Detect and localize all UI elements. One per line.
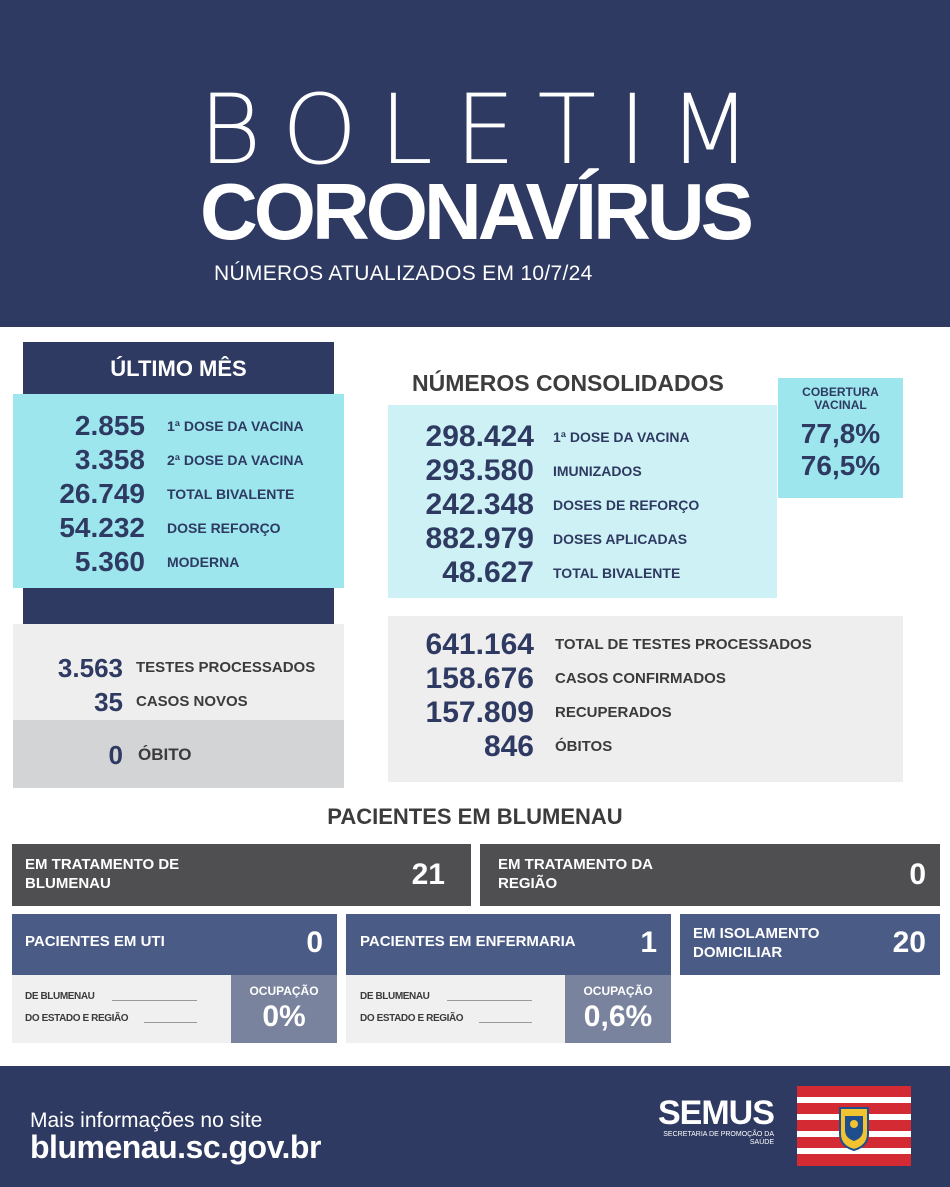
ultimo-mes-title: ÚLTIMO MÊS	[110, 356, 247, 381]
divider	[479, 1022, 532, 1023]
divider	[112, 1000, 197, 1001]
stat-value: 48.627	[442, 556, 534, 589]
stat-label: TESTES PROCESSADOS	[136, 659, 316, 676]
stat-value: 3.358	[74, 444, 145, 475]
cobertura-value: 77,8%	[800, 418, 881, 449]
stat-label: ÓBITOS	[555, 738, 613, 755]
consolidados-row	[388, 420, 777, 454]
footer-info-text: Mais informações no site	[30, 1109, 263, 1132]
tratamento-blumenau-box	[12, 844, 471, 906]
stat-value: 5.360	[74, 546, 145, 577]
updated-date: NÚMEROS ATUALIZADOS EM 10/7/24	[214, 262, 593, 285]
ultimo-mes-row	[13, 443, 344, 477]
enfermaria-box	[346, 914, 671, 975]
ultimo-mes-obito-row	[13, 738, 344, 772]
consolidados-row	[388, 522, 777, 556]
box-label: EM TRATAMENTO DA REGIÃO	[498, 856, 653, 892]
sub-label: DO ESTADO E REGIÃO	[360, 1013, 464, 1024]
uti-sub-panel	[12, 975, 231, 1043]
divider	[447, 1000, 532, 1001]
enfermaria-ocupacao-box	[565, 975, 671, 1043]
stat-label: CASOS NOVOS	[136, 693, 248, 710]
consolidados-case-row	[388, 662, 903, 696]
consolidados-row	[388, 454, 777, 488]
stat-value: 293.580	[425, 454, 534, 487]
box-label: EM TRATAMENTO DE BLUMENAU	[25, 856, 180, 892]
ultimo-mes-test-row	[13, 651, 344, 685]
blumenau-flag-icon	[797, 1086, 911, 1166]
stat-label: ÓBITO	[138, 745, 192, 764]
stat-value: 3.563	[57, 653, 123, 683]
stat-label: 1ª DOSE DA VACINA	[553, 429, 690, 445]
title-coronavirus: CORONAVÍRUS	[199, 167, 751, 256]
occ-value: 0,6%	[583, 1000, 653, 1033]
occ-label: OCUPAÇÃO	[249, 984, 319, 998]
consolidados-title: NÚMEROS CONSOLIDADOS	[412, 370, 724, 396]
box-label: PACIENTES EM UTI	[25, 933, 165, 950]
stat-label: CASOS CONFIRMADOS	[555, 670, 726, 687]
sub-label: DE BLUMENAU	[25, 991, 95, 1002]
box-value: 0	[306, 926, 323, 959]
semus-logo-text: SEMUS	[658, 1094, 774, 1132]
uti-box	[12, 914, 337, 975]
consolidados-row	[388, 556, 777, 590]
ultimo-mes-footer-bar	[23, 588, 334, 624]
tratamento-regiao-box	[480, 844, 940, 906]
consolidados-case-row	[388, 730, 903, 764]
stat-label: 1ª DOSE DA VACINA	[167, 418, 304, 434]
stat-label: DOSES APLICADAS	[553, 531, 688, 547]
stat-label: TOTAL BIVALENTE	[167, 486, 295, 502]
stat-value: 242.348	[425, 488, 534, 521]
stat-value: 26.749	[59, 478, 145, 509]
title-boletim: BOLETIM	[198, 74, 774, 186]
cobertura-value: 76,5%	[800, 450, 881, 481]
stat-value: 35	[94, 687, 123, 717]
divider	[144, 1022, 197, 1023]
stat-value: 158.676	[425, 662, 534, 695]
ultimo-mes-row	[13, 545, 344, 579]
consolidados-case-row	[388, 628, 903, 662]
box-value: 1	[640, 926, 657, 959]
consolidados-row	[388, 488, 777, 522]
stat-label: 2ª DOSE DA VACINA	[167, 452, 304, 468]
enfermaria-sub-panel	[346, 975, 565, 1043]
stat-label: MODERNA	[167, 554, 240, 570]
isolamento-box	[680, 914, 940, 975]
stat-label: RECUPERADOS	[555, 704, 672, 721]
footer-site-link[interactable]: blumenau.sc.gov.br	[30, 1129, 321, 1165]
stat-label: DOSES DE REFORÇO	[553, 497, 700, 513]
stat-value: 298.424	[425, 420, 534, 453]
stat-value: 846	[483, 730, 534, 763]
box-label: EM ISOLAMENTO DOMICILIAR	[693, 925, 820, 961]
cobertura-vacinal-label: COBERTURA VACINAL	[802, 385, 879, 412]
semus-subtitle: SECRETARIA DE PROMOÇÃO DA SAÚDE	[663, 1131, 774, 1146]
occ-value: 0%	[262, 1000, 306, 1033]
stat-label: TOTAL BIVALENTE	[553, 565, 681, 581]
box-label: PACIENTES EM ENFERMARIA	[360, 933, 576, 950]
ultimo-mes-row	[13, 511, 344, 545]
consolidados-case-row	[388, 696, 903, 730]
stat-value: 157.809	[425, 696, 534, 729]
stat-value: 0	[108, 740, 123, 770]
stat-value: 2.855	[74, 410, 145, 441]
occ-label: OCUPAÇÃO	[583, 984, 653, 998]
box-value: 0	[909, 858, 926, 891]
sub-label: DE BLUMENAU	[360, 991, 430, 1002]
stat-label: IMUNIZADOS	[553, 463, 642, 479]
stat-label: DOSE REFORÇO	[167, 520, 281, 536]
stat-label: TOTAL DE TESTES PROCESSADOS	[555, 636, 812, 653]
ultimo-mes-row	[13, 409, 344, 443]
stat-value: 54.232	[59, 512, 145, 543]
stat-value: 641.164	[425, 628, 534, 661]
ultimo-mes-test-row	[13, 685, 344, 719]
sub-label: DO ESTADO E REGIÃO	[25, 1013, 129, 1024]
pacientes-title: PACIENTES EM BLUMENAU	[327, 804, 623, 829]
ultimo-mes-row	[13, 477, 344, 511]
box-value: 20	[892, 926, 926, 959]
uti-ocupacao-box	[231, 975, 337, 1043]
stat-value: 882.979	[425, 522, 534, 555]
box-value: 21	[411, 858, 445, 891]
